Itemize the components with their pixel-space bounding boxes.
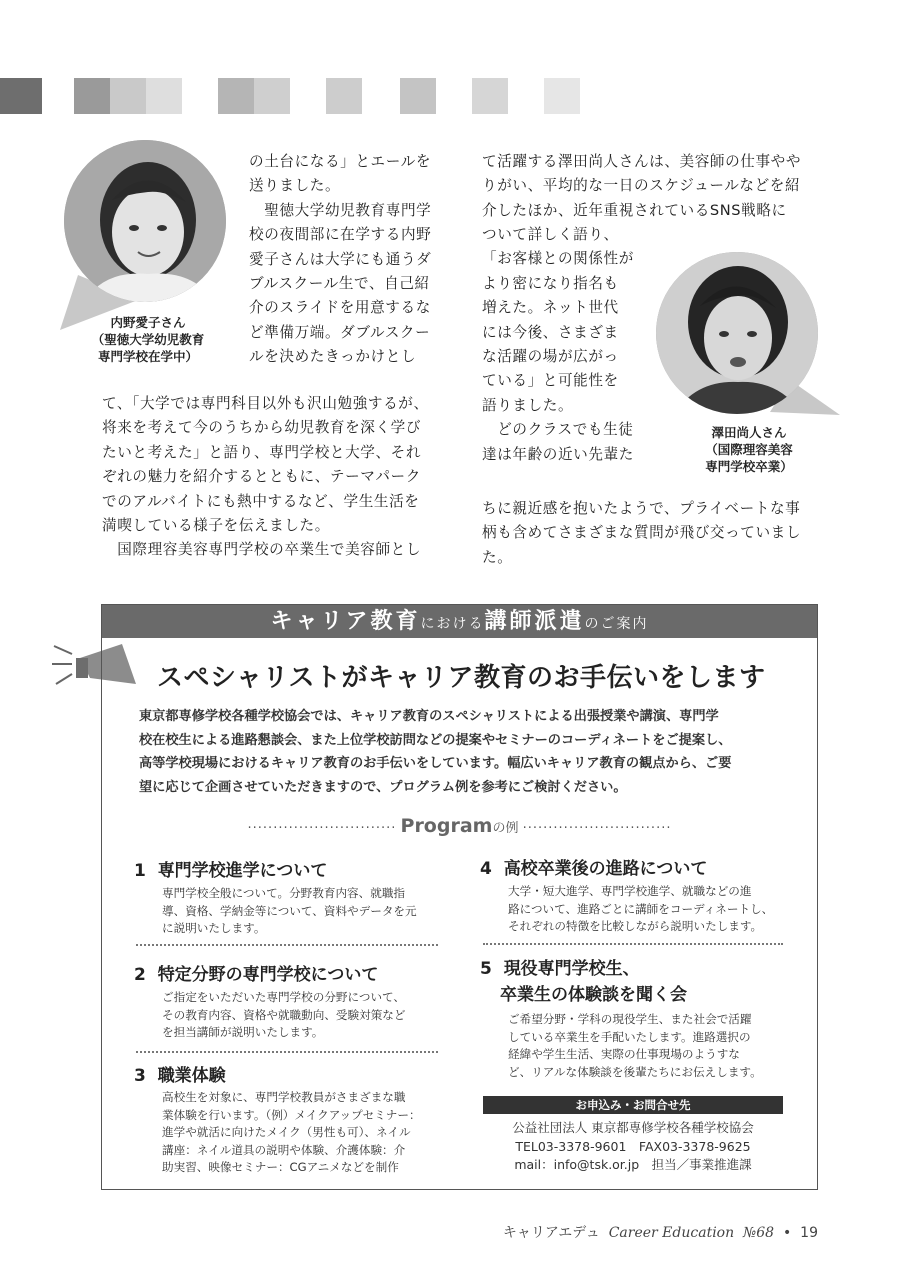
program-heading [102,815,817,837]
intro-line: 校在校生による進路懇談会、また上位学校訪問などの提案やセミナーのコーディネートをご提案し、 [139,732,732,748]
item-title: 高校卒業後の進路について [503,859,708,879]
caption-affiliation: 専門学校在学中） [97,349,198,364]
item-body-line: 進学や就活に向けたメイク（男性も可）、ネイル [162,1125,411,1139]
program-item-title [134,1064,226,1088]
article-line: て、「大学では専門科目以外も沢山勉強するが、 [102,395,429,412]
item-body-line: 大学・短大進学、専門学校進学、就職などの進 [508,884,752,898]
article-line: ちに親近感を抱いたようで、プライベートな事 [482,500,801,517]
contact-tel: TEL03-3378-9601 FAX03-3378-9625 [515,1139,751,1154]
program-item-title-2: 卒業生の体験談を聞く会 [500,985,687,1005]
header-square [472,78,508,114]
article-col1-narrow [249,150,444,370]
item-body-line: 導、資格、学納金等について、資料やデータを元 [162,903,417,918]
footer-magazine-en: Career Education [608,1225,735,1241]
article-line: には今後、さまざま [482,323,619,341]
item-body-line: 助実習、映像セミナー：CGアニメなどを制作 [162,1160,399,1174]
article-line: な活躍の場が広がっ [482,348,619,366]
article-line: 愛子さんは大学にも通うダ [249,250,432,268]
page-footer [503,1222,818,1242]
article-line: ルを決めたきっかけとし [249,348,417,366]
header-square [0,78,42,114]
article-line: ている」と可能性を [482,372,619,390]
header-square [74,78,110,114]
article-line: 介したほか、近年重視されているSNS戦略に [482,201,787,219]
article-line: ど準備万端。ダブルスクー [249,323,431,341]
header-square [400,78,436,114]
photo-uchino [64,140,226,302]
box-headline: スペシャリストがキャリア教育のお手伝いをします [157,663,766,693]
program-word: Program [400,815,493,837]
item-number: 4 [480,859,492,879]
item-body-line: を担当講師が説明いたします。 [162,1025,324,1039]
item-title: 専門学校進学について [157,861,328,881]
article-line: 校の夜間部に在学する内野 [249,226,432,244]
article-line: 介のスライドを用意するな [249,299,431,317]
article-col2-bottom [482,497,827,570]
header-square [254,78,290,114]
item-divider [483,943,783,945]
caption-affiliation: （国際理容美容 [705,442,793,457]
article-line: ブルスクール生で、自己紹 [249,275,430,293]
article-line: 聖徳大学幼児教育専門学 [249,201,432,219]
caption-affiliation: 専門学校卒業） [705,459,793,474]
caption-uchino [58,314,238,365]
article-line: て活躍する澤田尚人さんは、美容師の仕事やや [482,153,802,170]
item-body-line: 路について、進路ごとに講師をコーディネートし、 [508,901,774,916]
box-title-band [102,605,817,638]
article-line: 将来を考えて今のうちから幼児教育を深く学び [102,419,422,437]
header-square [326,78,362,114]
article-line: の土台になる」とエールを [249,153,432,170]
header-square [218,78,254,114]
article-line: ついて詳しく語り、 [482,226,619,243]
item-body-line: 業体験を行います。（例）メイクアップセミナー： [162,1107,421,1122]
article-line: 増えた。ネット世代 [482,299,619,317]
program-item-title [480,857,707,881]
dotted-rule: ····························· [247,821,397,836]
article-line: 満喫している様子を伝えました。 [102,517,330,535]
article-line: でのアルバイトにも熱中するなど、学生生活を [102,492,420,510]
intro-line: 望に応じて企画させていただきますので、プログラム例を参考にご検討ください。 [139,779,627,795]
item-title: 現役専門学校生、 [503,959,640,979]
contact-bar: お申込み・お問合せ先 [483,1096,783,1114]
item-body-line: それぞれの特徴を比較しながら説明いたします。 [508,919,763,933]
article-line: 「お客様との関係性が [482,250,634,268]
item-title: 特定分野の専門学校について [157,965,379,985]
program-item-body [508,1011,798,1081]
article-line: 達は年齢の近い先輩た [482,445,634,463]
band-text: のご案内 [584,616,649,632]
intro-line: 東京都専修学校各種学校協会では、キャリア教育のスペシャリストによる出張授業や講演、専門学 [139,709,719,724]
band-text: 講師派遣 [484,609,585,634]
item-divider [136,944,438,946]
band-text: における [420,616,485,632]
item-body-line: している卒業生を手配いたします。進路選択の [508,1029,751,1044]
article-col1-wide [102,392,447,563]
item-body-line: その教育内容、資格や就職動向、受験対策など [162,1007,406,1022]
article-line: 語りました。 [482,396,574,414]
article-col2-narrow [482,223,657,467]
article-line: たいと考えた」と語り、専門学校と大学、それ [102,443,422,461]
intro-line: 高等学校現場におけるキャリア教育のお手伝いをしています。幅広いキャリア教育の観点から、ご要 [139,756,732,771]
dotted-rule: ····························· [522,821,672,836]
item-body-line: ご希望分野・学科の現役学生、また社会で活躍 [508,1012,752,1026]
article-line: どのクラスでも生徒 [482,421,634,439]
photo-sawada [656,252,818,414]
item-body-line: に説明いたします。 [162,921,266,935]
program-item-title [480,957,640,981]
footer-separator: • [783,1225,792,1241]
header-square [544,78,580,114]
program-suffix: の例 [492,821,519,836]
page-number: 19 [800,1225,818,1241]
article-line: た。 [482,548,513,566]
article-line: りがい、平均的な一日のスケジュールなどを紹 [482,177,801,195]
program-item-body [508,883,798,936]
item-body-line: 高校生を対象に、専門学校教員がさまざまな職 [162,1090,406,1104]
article-line: 柄も含めてさまざまな質問が飛び交っていまし [482,524,802,542]
item-body-line: 専門学校全般について。分野教育内容、就職指 [162,886,406,900]
program-item-body [162,885,452,938]
box-intro [139,705,789,799]
item-number: 5 [480,959,492,979]
band-text: キャリア教育 [270,609,421,634]
article-line: 国際理容美容専門学校の卒業生で美容師とし [102,541,422,559]
item-number: 2 [134,965,146,985]
program-item-body [162,1089,452,1177]
item-number: 1 [134,861,146,881]
article-col2-top [482,150,827,223]
item-body-line: ご指定をいただいた専門学校の分野について、 [162,990,406,1004]
contact-mail: mail：info@tsk.or.jp 担当／事業推進課 [514,1157,752,1172]
article-line: ぞれの魅力を紹介するとともに、テーマパーク [102,468,421,486]
caption-name: 内野愛子さん [110,315,186,330]
contact-org: 公益社団法人 東京都専修学校各種学校協会 [512,1120,754,1135]
item-body-line: 講座：ネイル道具の説明や体験、介護体験：介 [162,1142,406,1157]
caption-name: 澤田尚人さん [711,425,787,440]
program-item-title [134,963,378,987]
program-item-title [134,859,327,883]
program-item-body [162,989,452,1042]
footer-magazine-jp: キャリアエデュ [502,1225,600,1241]
caption-affiliation: （聖徳大学幼児教育 [91,332,205,347]
item-number: 3 [134,1066,146,1086]
article-line: 送りました。 [249,177,341,195]
item-body-line: ど、リアルな体験談を後輩たちにお伝えします。 [508,1064,762,1079]
footer-issue: №68 [743,1225,775,1241]
caption-sawada [664,424,834,475]
article-line: より密になり指名も [482,274,619,292]
career-info-box [101,604,818,1190]
item-title: 職業体験 [157,1066,226,1086]
header-square [110,78,146,114]
item-divider [136,1051,438,1053]
item-body-line: 経緯や学生生活、実際の仕事現場のようすな [508,1047,740,1061]
header-square [146,78,182,114]
